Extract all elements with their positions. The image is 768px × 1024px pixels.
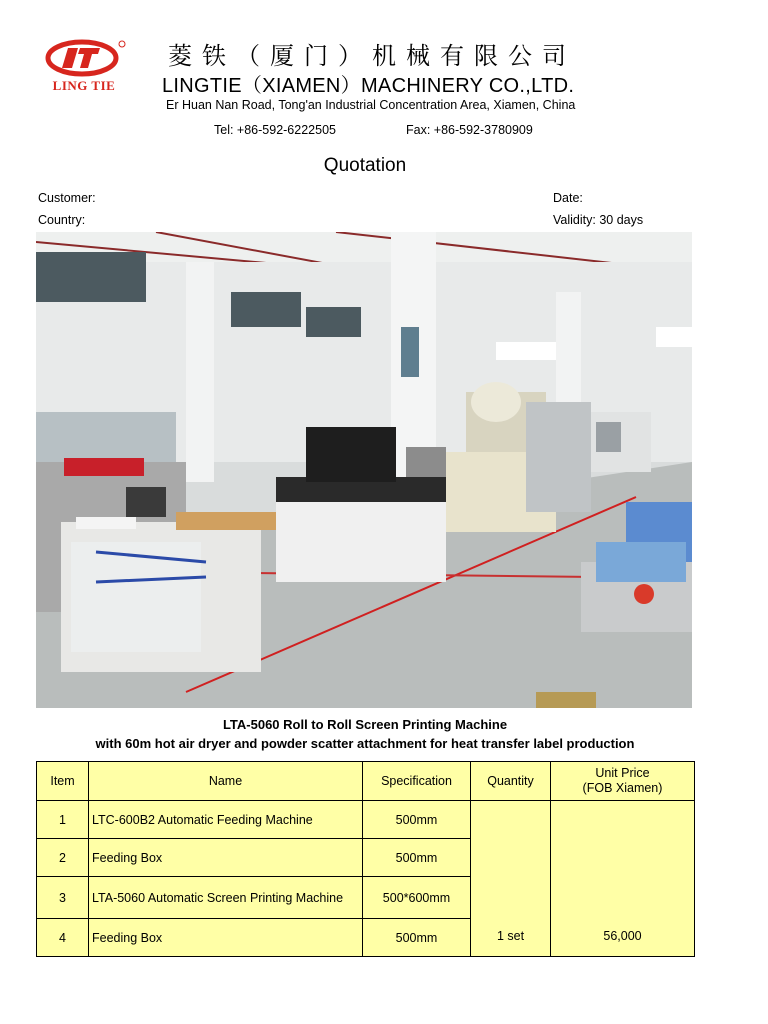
row-item: 4 (37, 919, 89, 957)
header-unit-price-line2: (FOB Xiamen) (582, 781, 663, 795)
header-name: Name (89, 762, 363, 801)
validity-text: Validity: 30 days (553, 213, 644, 227)
row-spec: 500mm (363, 839, 471, 877)
logo-text: LING TIE (52, 78, 116, 93)
country-label: Country: (38, 213, 86, 227)
header-quantity: Quantity (471, 762, 551, 801)
fax-number: Fax: +86-592-3780909 (406, 123, 533, 137)
row-name: LTA-5060 Automatic Screen Printing Machine (89, 877, 363, 919)
row-item: 3 (37, 877, 89, 919)
machine-photo (36, 232, 692, 708)
row-spec: 500mm (363, 801, 471, 839)
customer-label: Customer: (38, 191, 96, 205)
header-item: Item (37, 762, 89, 801)
row-name: Feeding Box (89, 839, 363, 877)
row-spec: 500*600mm (363, 877, 471, 919)
row-item: 2 (37, 839, 89, 877)
row-name: LTC-600B2 Automatic Feeding Machine (89, 801, 363, 839)
company-name-chinese: 菱铁（厦门）机械有限公司 (168, 42, 576, 70)
row-name: Feeding Box (89, 919, 363, 957)
header-unit-price-line1: Unit Price (595, 766, 650, 780)
product-subtitle: with 60m hot air dryer and powder scatter attachment for heat transfer label production (95, 736, 635, 751)
quotation-table (36, 761, 695, 957)
row-item: 1 (37, 801, 89, 839)
document-title: Quotation (323, 155, 407, 176)
table-header-row (37, 762, 695, 801)
date-label: Date: (553, 191, 583, 205)
product-title: LTA-5060 Roll to Roll Screen Printing Machine (222, 717, 508, 732)
header-specification: Specification (363, 762, 471, 801)
quantity-cell: 1 set (471, 801, 551, 957)
company-address: Er Huan Nan Road, Tong'an Industrial Concentration Area, Xiamen, China (166, 98, 576, 112)
company-name-english: LINGTIE（XIAMEN）MACHINERY CO.,LTD. (162, 75, 575, 97)
table-row (37, 801, 695, 839)
row-spec: 500mm (363, 919, 471, 957)
unit-price-cell: 56,000 (551, 801, 695, 957)
header-unit-price (551, 762, 695, 801)
telephone: Tel: +86-592-6222505 (214, 123, 336, 137)
